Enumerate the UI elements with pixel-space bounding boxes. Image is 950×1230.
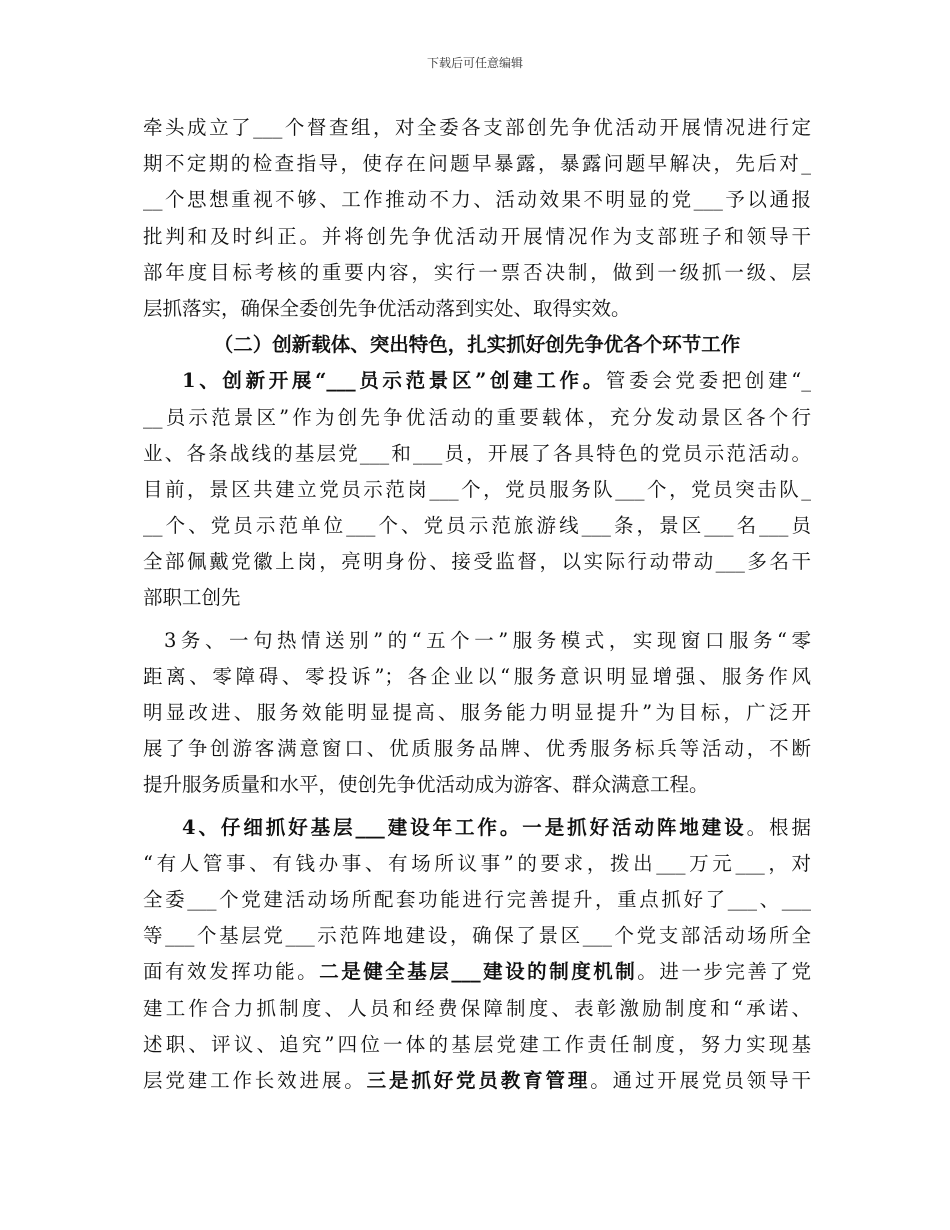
text-line: 目前，景区共建立党员示范岗___个，党员服务队___个，党员突击队_ <box>143 477 811 501</box>
text-line: “有人管事、有钱办事、有场所议事”的要求，拨出___万元___，对 <box>143 851 811 875</box>
item-heading: 4、仔细抓好基层___建设年工作。一是抓好活动阵地建设 <box>182 815 747 839</box>
text-line: 等___个基层党___示范阵地建设，确保了景区___个党支部活动场所全 <box>143 924 811 948</box>
text-line: 全部佩戴党徽上岗，亮明身份、接受监督，以实际行动带动___多名干 <box>143 550 811 574</box>
text-line <box>143 1063 811 1099</box>
page-header: 下载后可任意编辑 <box>426 56 523 70</box>
text-line: 明显改进、服务效能明显提高、服务能力明显提升”为目标，广泛开 <box>143 701 811 724</box>
text-span: 管委会党委把创建“_ <box>605 369 811 393</box>
text-line <box>143 954 811 990</box>
text-line: 部职工创先 <box>143 586 241 610</box>
text-line: 展了争创游客满意窗口、优质服务品牌、优秀服务标兵等活动，不断 <box>143 737 811 761</box>
text-line: 建工作合力抓制度、人员和经费保障制度、表彰激励制度和“承诺、 <box>143 996 811 1020</box>
text-line: __个、党员示范单位___个、党员示范旅游线___条，景区___名___员 <box>143 514 811 538</box>
item-heading: 1、创新开展“___员示范景区”创建工作。 <box>182 369 606 393</box>
text-line <box>143 810 811 846</box>
text-line <box>143 363 811 399</box>
text-line: __个思想重视不够、工作推动不力、活动效果不明显的党___予以通报 <box>143 188 811 212</box>
text-line: 期不定期的检查指导，使存在问题早暴露，暴露问题早解决，先后对_ <box>143 152 811 176</box>
text-line: 述职、评议、追究”四位一体的基层党建工作责任制度，努力实现基 <box>143 1032 811 1056</box>
bold-span: 三是抓好党员教育管理 <box>366 1068 591 1092</box>
text-line: __员示范景区”作为创先争优活动的重要载体，充分发动景区各个行 <box>143 405 811 429</box>
text-line: 部年度目标考核的重要内容，实行一票否决制，做到一级抓一级、层 <box>143 260 811 284</box>
paragraph-demonstration <box>143 363 811 616</box>
section-heading: （二）创新载体、突出特色，扎实抓好创先争优各个环节工作 <box>213 333 741 357</box>
bold-span: 二是健全基层___建设的制度机制 <box>319 960 638 984</box>
text-line: 批判和及时纠正。并将创先争优活动开展情况作为支部班子和领导干 <box>143 224 811 248</box>
text-line: 提升服务质量和水平，使创先争优活动成为游客、群众满意工程。 <box>143 773 709 797</box>
text-line: 3务、一句热情送别”的“五个一”服务模式，实现窗口服务“零 <box>164 628 811 652</box>
paragraph-supervision <box>143 110 811 327</box>
text-span: 。进一步完善了党 <box>637 960 811 984</box>
text-span: 层党建工作长效进展。 <box>143 1068 367 1092</box>
text-line: 层抓落实，确保全委创先争优活动落到实处、取得实效。 <box>143 296 631 320</box>
text-span: 面有效发挥功能。 <box>143 960 320 984</box>
paragraph-grassroots <box>143 810 811 1100</box>
text-span: 。根据 <box>746 815 811 839</box>
text-line: 全委___个党建活动场所配套功能进行完善提升，重点抓好了___、___ <box>143 887 811 911</box>
text-line: 牵头成立了___个督查组，对全委各支部创先争优活动开展情况进行定 <box>143 116 811 139</box>
paragraph-service <box>143 623 811 804</box>
text-line: 业、各条战线的基层党___和___员，开展了各具特色的党员示范活动。 <box>143 441 811 465</box>
text-line: 距离、零障碍、零投诉”；各企业以“服务意识明显增强、服务作风 <box>143 664 811 688</box>
document-body <box>143 110 811 1099</box>
text-span: 。通过开展党员领导干 <box>590 1068 811 1092</box>
